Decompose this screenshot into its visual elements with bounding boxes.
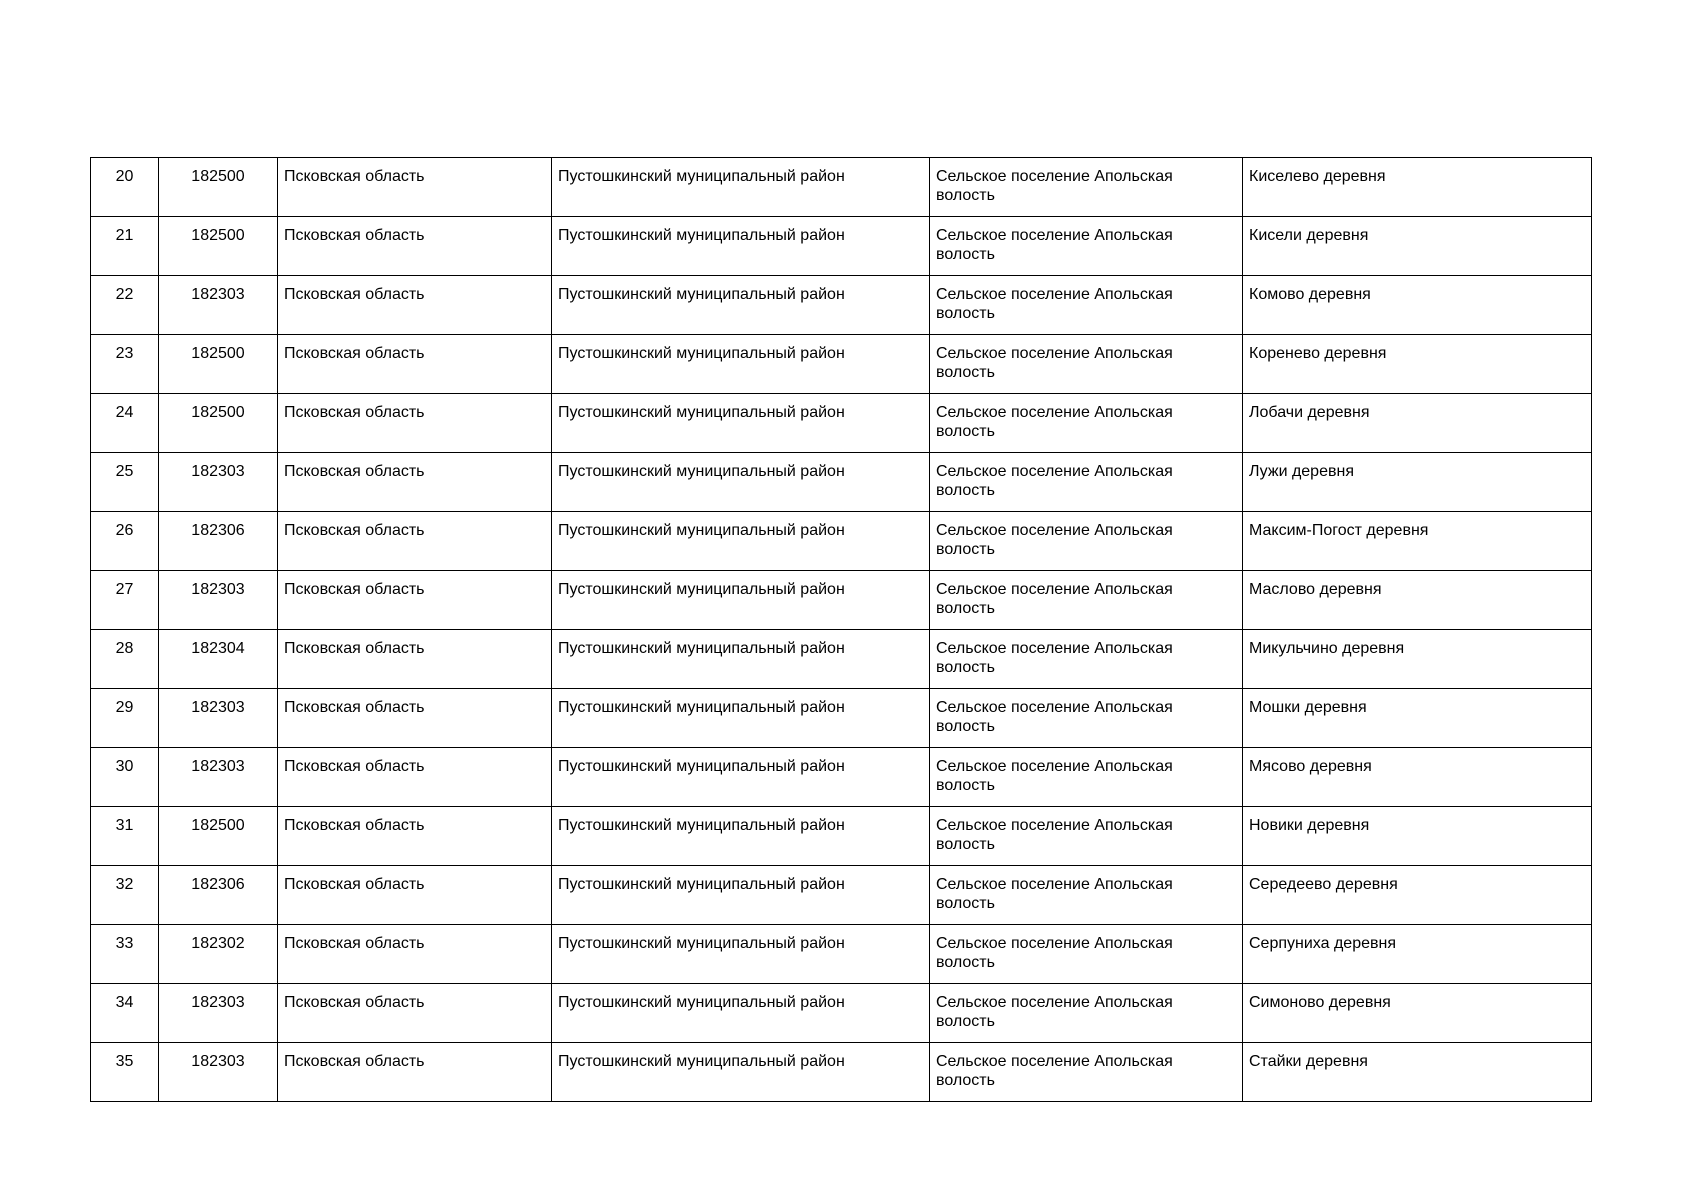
- region-cell: Псковская область: [278, 453, 552, 512]
- region-cell: Псковская область: [278, 630, 552, 689]
- region-cell: Псковская область: [278, 689, 552, 748]
- region-cell: Псковская область: [278, 512, 552, 571]
- settlement-cell: Сельское поселение Апольская волость: [930, 807, 1243, 866]
- region-cell: Псковская область: [278, 866, 552, 925]
- postal-code-cell: 182304: [159, 630, 278, 689]
- district-cell: Пустошкинский муниципальный район: [552, 984, 930, 1043]
- row-number-cell: 27: [91, 571, 159, 630]
- settlement-cell: Сельское поселение Апольская волость: [930, 866, 1243, 925]
- settlement-cell: Сельское поселение Апольская волость: [930, 158, 1243, 217]
- locality-cell: Комово деревня: [1243, 276, 1592, 335]
- locality-cell: Новики деревня: [1243, 807, 1592, 866]
- row-number-cell: 21: [91, 217, 159, 276]
- district-cell: Пустошкинский муниципальный район: [552, 217, 930, 276]
- settlement-cell: Сельское поселение Апольская волость: [930, 512, 1243, 571]
- settlement-cell: Сельское поселение Апольская волость: [930, 630, 1243, 689]
- district-cell: Пустошкинский муниципальный район: [552, 571, 930, 630]
- locality-cell: Лужи деревня: [1243, 453, 1592, 512]
- district-cell: Пустошкинский муниципальный район: [552, 335, 930, 394]
- region-cell: Псковская область: [278, 984, 552, 1043]
- postal-code-cell: 182302: [159, 925, 278, 984]
- row-number-cell: 32: [91, 866, 159, 925]
- region-cell: Псковская область: [278, 807, 552, 866]
- table-row: [91, 276, 1592, 335]
- settlement-cell: Сельское поселение Апольская волость: [930, 276, 1243, 335]
- district-cell: Пустошкинский муниципальный район: [552, 276, 930, 335]
- row-number-cell: 24: [91, 394, 159, 453]
- region-cell: Псковская область: [278, 748, 552, 807]
- row-number-cell: 22: [91, 276, 159, 335]
- locality-cell: Коренево деревня: [1243, 335, 1592, 394]
- locality-cell: Максим-Погост деревня: [1243, 512, 1592, 571]
- locality-cell: Мясово деревня: [1243, 748, 1592, 807]
- table-row: [91, 984, 1592, 1043]
- postal-code-cell: 182500: [159, 335, 278, 394]
- district-cell: Пустошкинский муниципальный район: [552, 630, 930, 689]
- row-number-cell: 28: [91, 630, 159, 689]
- settlement-cell: Сельское поселение Апольская волость: [930, 571, 1243, 630]
- postal-code-cell: 182303: [159, 453, 278, 512]
- locality-cell: Маслово деревня: [1243, 571, 1592, 630]
- postal-code-cell: 182303: [159, 1043, 278, 1102]
- table-row: [91, 689, 1592, 748]
- postal-code-cell: 182306: [159, 866, 278, 925]
- postal-code-cell: 182303: [159, 571, 278, 630]
- row-number-cell: 26: [91, 512, 159, 571]
- table-body: [91, 158, 1592, 1102]
- district-cell: Пустошкинский муниципальный район: [552, 689, 930, 748]
- table-row: [91, 925, 1592, 984]
- row-number-cell: 20: [91, 158, 159, 217]
- table-row: [91, 394, 1592, 453]
- postal-code-cell: 182303: [159, 984, 278, 1043]
- district-cell: Пустошкинский муниципальный район: [552, 807, 930, 866]
- settlement-cell: Сельское поселение Апольская волость: [930, 984, 1243, 1043]
- locality-cell: Мошки деревня: [1243, 689, 1592, 748]
- locality-cell: Серпуниха деревня: [1243, 925, 1592, 984]
- row-number-cell: 23: [91, 335, 159, 394]
- table-row: [91, 571, 1592, 630]
- postal-code-cell: 182500: [159, 807, 278, 866]
- locality-cell: Киселево деревня: [1243, 158, 1592, 217]
- settlement-cell: Сельское поселение Апольская волость: [930, 748, 1243, 807]
- table-row: [91, 335, 1592, 394]
- locality-cell: Лобачи деревня: [1243, 394, 1592, 453]
- settlement-cell: Сельское поселение Апольская волость: [930, 394, 1243, 453]
- locality-cell: Кисели деревня: [1243, 217, 1592, 276]
- region-cell: Псковская область: [278, 158, 552, 217]
- row-number-cell: 31: [91, 807, 159, 866]
- region-cell: Псковская область: [278, 335, 552, 394]
- region-cell: Псковская область: [278, 571, 552, 630]
- postal-code-cell: 182303: [159, 276, 278, 335]
- locality-cell: Стайки деревня: [1243, 1043, 1592, 1102]
- row-number-cell: 34: [91, 984, 159, 1043]
- row-number-cell: 33: [91, 925, 159, 984]
- district-cell: Пустошкинский муниципальный район: [552, 158, 930, 217]
- row-number-cell: 25: [91, 453, 159, 512]
- district-cell: Пустошкинский муниципальный район: [552, 512, 930, 571]
- locality-cell: Симоново деревня: [1243, 984, 1592, 1043]
- region-cell: Псковская область: [278, 217, 552, 276]
- table-row: [91, 217, 1592, 276]
- table-row: [91, 512, 1592, 571]
- district-cell: Пустошкинский муниципальный район: [552, 925, 930, 984]
- district-cell: Пустошкинский муниципальный район: [552, 1043, 930, 1102]
- row-number-cell: 29: [91, 689, 159, 748]
- district-cell: Пустошкинский муниципальный район: [552, 453, 930, 512]
- district-cell: Пустошкинский муниципальный район: [552, 748, 930, 807]
- table-row: [91, 1043, 1592, 1102]
- postal-code-cell: 182500: [159, 394, 278, 453]
- region-cell: Псковская область: [278, 394, 552, 453]
- row-number-cell: 35: [91, 1043, 159, 1102]
- postal-code-cell: 182500: [159, 217, 278, 276]
- settlement-cell: Сельское поселение Апольская волость: [930, 689, 1243, 748]
- postal-code-cell: 182303: [159, 748, 278, 807]
- locality-cell: Середеево деревня: [1243, 866, 1592, 925]
- region-cell: Псковская область: [278, 276, 552, 335]
- district-cell: Пустошкинский муниципальный район: [552, 394, 930, 453]
- table-row: [91, 158, 1592, 217]
- district-cell: Пустошкинский муниципальный район: [552, 866, 930, 925]
- settlement-cell: Сельское поселение Апольская волость: [930, 335, 1243, 394]
- table-row: [91, 807, 1592, 866]
- region-cell: Псковская область: [278, 925, 552, 984]
- row-number-cell: 30: [91, 748, 159, 807]
- settlement-cell: Сельское поселение Апольская волость: [930, 1043, 1243, 1102]
- table-row: [91, 866, 1592, 925]
- postal-code-cell: 182306: [159, 512, 278, 571]
- locality-table: [90, 157, 1592, 1102]
- table-row: [91, 630, 1592, 689]
- locality-cell: Микульчино деревня: [1243, 630, 1592, 689]
- settlement-cell: Сельское поселение Апольская волость: [930, 453, 1243, 512]
- settlement-cell: Сельское поселение Апольская волость: [930, 925, 1243, 984]
- region-cell: Псковская область: [278, 1043, 552, 1102]
- table-row: [91, 453, 1592, 512]
- table-row: [91, 748, 1592, 807]
- postal-code-cell: 182303: [159, 689, 278, 748]
- postal-code-cell: 182500: [159, 158, 278, 217]
- settlement-cell: Сельское поселение Апольская волость: [930, 217, 1243, 276]
